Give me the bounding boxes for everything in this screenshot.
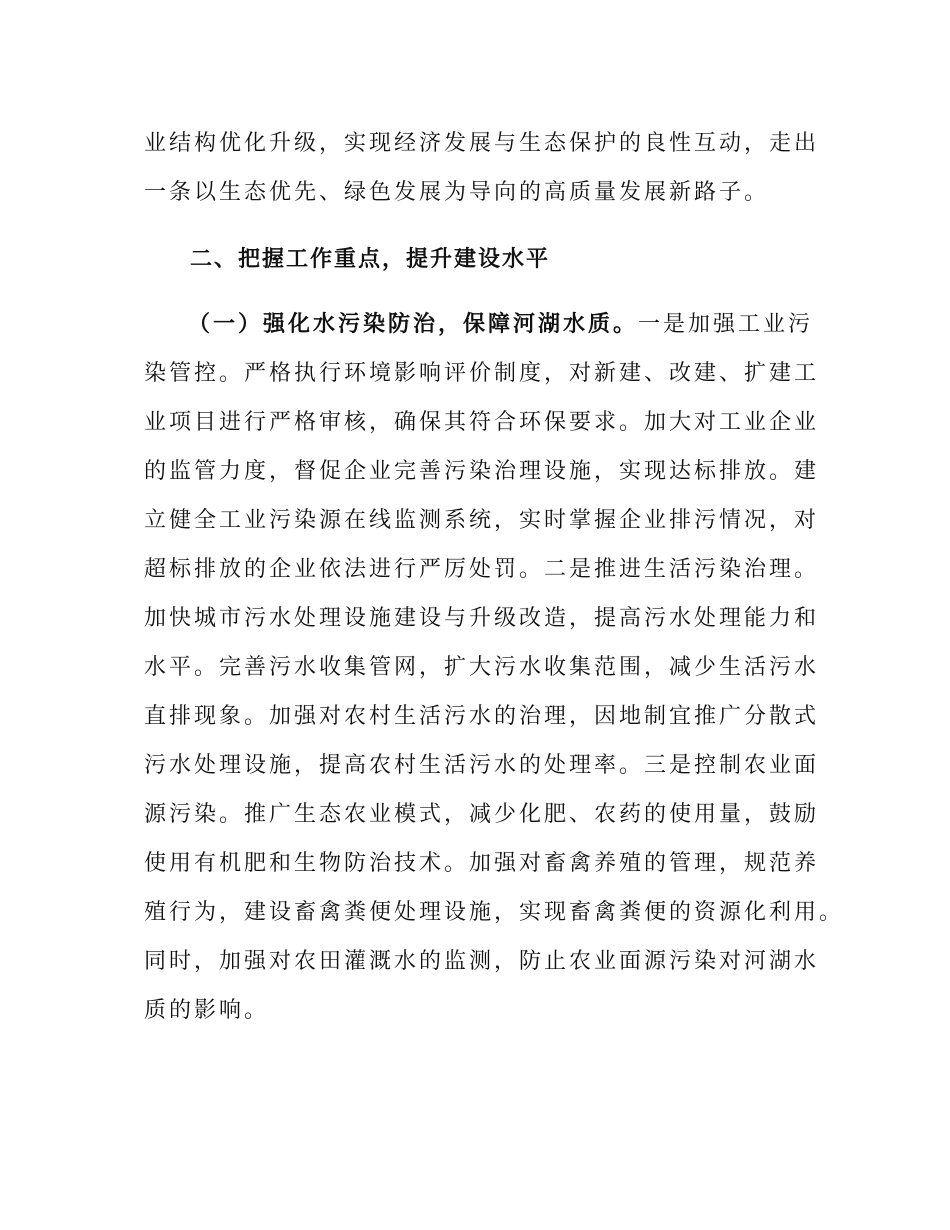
body-line-13: 同时，加强对农田灌溉水的监测，防止农业面源污染对河湖水 <box>144 949 820 974</box>
section-heading: 二、把握工作重点，提升建设水平 <box>190 247 551 272</box>
subsection-title: （一）强化水污染防治，保障河湖水质。 <box>188 312 639 337</box>
body-line-8: 直排现象。加强对农村生活污水的治理，因地制宜推广分散式 <box>144 704 820 729</box>
intro-line-2: 一条以生态优先、绿色发展为导向的高质量发展新路子。 <box>144 180 770 205</box>
intro-line-1: 业结构优化升级，实现经济发展与生态保护的良性互动，走出 <box>144 131 820 156</box>
body-line-4: 立健全工业污染源在线监测系统，实时掌握企业排污情况，对 <box>144 508 820 533</box>
intro-paragraph <box>144 119 824 217</box>
body-line-9: 污水处理设施，提高农村生活污水的处理率。三是控制农业面 <box>144 753 820 778</box>
subsection-paragraph <box>144 300 845 1035</box>
body-line-11: 使用有机肥和生物防治技术。加强对畜禽养殖的管理，规范养 <box>144 851 820 876</box>
body-line-10: 源污染。推广生态农业模式，减少化肥、农药的使用量，鼓励 <box>144 802 820 827</box>
body-line-14: 质的影响。 <box>144 998 270 1023</box>
body-line-5: 超标排放的企业依法进行严厉处罚。二是推进生活污染治理。 <box>144 557 820 582</box>
body-line-7: 水平。完善污水收集管网，扩大污水收集范围，减少生活污水 <box>144 655 820 680</box>
body-line-3: 的监管力度，督促企业完善污染治理设施，实现达标排放。建 <box>144 459 820 484</box>
body-line-2: 业项目进行严格审核，确保其符合环保要求。加大对工业企业 <box>144 410 820 435</box>
body-line-1: 染管控。严格执行环境影响评价制度，对新建、改建、扩建工 <box>144 361 820 386</box>
body-line-12: 殖行为，建设畜禽粪便处理设施，实现畜禽粪便的资源化利用。 <box>144 900 845 925</box>
body-line-6: 加快城市污水处理设施建设与升级改造，提高污水处理能力和 <box>144 606 820 631</box>
subsection-first-line-rest: 一是加强工业污 <box>638 312 814 337</box>
subsection-first-line <box>144 300 824 349</box>
